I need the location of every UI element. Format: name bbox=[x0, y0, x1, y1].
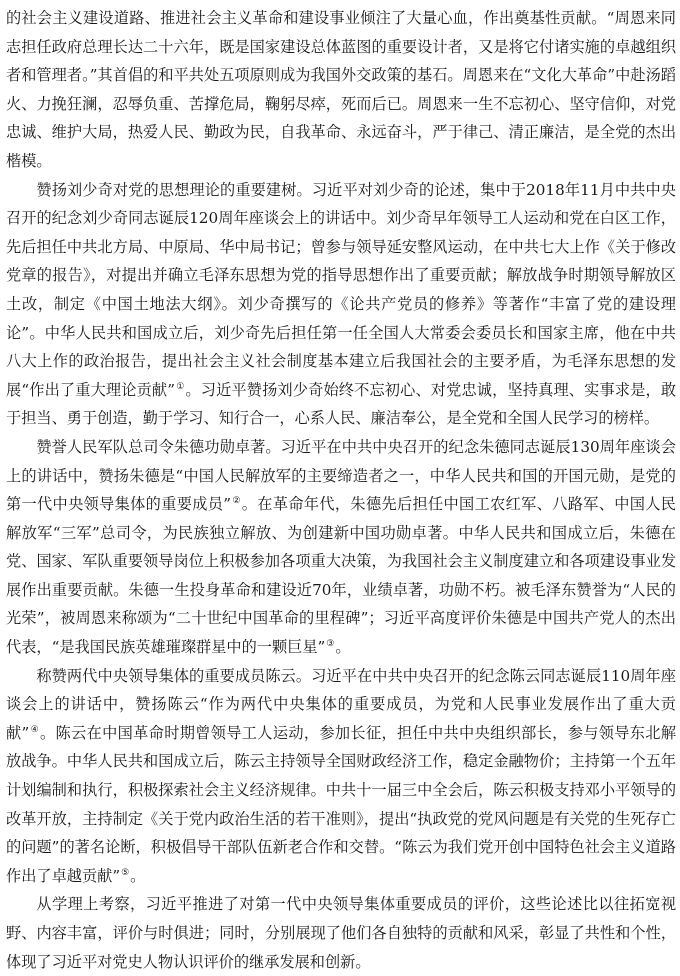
paragraph-zhu-de bbox=[6, 433, 676, 662]
text-run: 赞扬刘少奇对党的思想理论的重要建树。习近平对刘少奇的论述，集中于2018年11月中共中央召开的纪念刘少奇同志诞辰120周年座谈会上的讲话中。刘少奇早年领导工人运动和党在白区工作，先后担任中共北方局、中原局、华中局书记；曾参与领导延安整风运动，在中共七大上作《关于修改党章的报告》，对提出并确立毛泽东思想为党的指导思想作出了重要贡献；解放战争时期领导解放区土改，制定《中国土地法大纲》。刘少奇撰写的《论共产党员的修养》等著作“丰富了党的建设理论”。中华人民共和国成立后，刘少奇先后担任第一任全国人大常委会委员长和国家主席，他在中共八大上作的政治报告，提出社会主义社会制度基本建立后我国社会的主要矛盾，为毛泽东思想的发展“作出了重大理论贡献” bbox=[6, 180, 676, 399]
text-run: 。在革命年代，朱德先后担任中国工农红军、八路军、中国人民解放军“三军”总司令，为民族独立解放、为创建新中国功勋卓著。中华人民共和国成立后，朱德在党、国家、军队重要领导岗位上积极参加各项重大决策，为我国社会主义制度建立和各项建设事业发展作出重要贡献。朱德一生投身革命和建设近70年，业绩卓著，功勋不朽。被毛泽东赞誉为“人民的光荣”，被周恩来称颂为“二十世纪中国革命的里程碑”；习近平高度评价朱德是中国共产党人的杰出代表，“是我国民族英雄璀璨群星中的一颗巨星” bbox=[6, 495, 676, 657]
footnote-marker: ② bbox=[232, 496, 241, 507]
footnote-marker: ① bbox=[176, 381, 185, 392]
text-run: 。陈云在中国革命时期曾领导工人运动，参加长征，担任中共中央组织部长，参与领导东北解放战争。中华人民共和国成立后，陈云主持领导全国财政经济工作，稳定金融物价；主持第一个五年计划编制和执行，积极探索社会主义经济规律。中共十一届三中全会后，陈云积极支持邓小平领导的改革开放，主持制定《关于党内政治生活的若干准则》，提出“执政党的党风问题是有关党的生死存亡的问题”的著名论断，积极倡导干部队伍新老合作和交替。“陈云为我们党开创中国特色社会主义道路作出了卓越贡献” bbox=[6, 723, 677, 885]
text-run: 称赞两代中央领导集体的重要成员陈云。习近平在中共中央召开的纪念陈云同志诞辰110周年座谈会上的讲话中，赞扬陈云“作为两代中央集体的重要成员，为党和人民事业发展作出了重大贡献” bbox=[6, 666, 676, 742]
footnote-marker: ⑤ bbox=[121, 867, 130, 878]
text-run: 赞誉人民军队总司令朱德功勋卓著。习近平在中共中央召开的纪念朱德同志诞辰130周年座谈会上的讲话中，赞扬朱德是“中国人民解放军的主要缔造者之一，中华人民共和国的开国元勋，是党的第一代中央领导集体的重要成员” bbox=[6, 437, 676, 514]
text-run: 的社会主义建设道路、推进社会主义革命和建设事业倾注了大量心血，作出奠基性贡献。“周恩来同志担任政府总理长达二十六年，既是国家建设总体蓝图的重要设计者，又是将它付诸实施的卓越组织者和管理者。”其首倡的和平共处五项原则成为我国外交政策的基石。周恩来在“文化大革命”中赴汤蹈火、力挽狂澜，忍辱负重、苦撑危局，鞠躬尽瘁，死而后已。周恩来一生不忘初心、坚守信仰，对党忠诚、维护大局，热爱人民、勤政为民，自我革命、永远奋斗，严于律己、清正廉洁，是全党的杰出楷模。 bbox=[6, 9, 676, 170]
footnote-marker: ④ bbox=[30, 724, 40, 735]
text-run: 。 bbox=[335, 638, 351, 657]
paragraph-liu-shaoqi bbox=[6, 176, 676, 433]
text-run: 。 bbox=[130, 866, 146, 885]
paragraph-zhou-enlai-continued bbox=[6, 4, 676, 176]
footnote-marker: ③ bbox=[326, 639, 335, 650]
article-body bbox=[6, 4, 676, 976]
paragraph-chen-yun bbox=[6, 662, 676, 891]
text-run: 从学理上考察，习近平推进了对第一代中央领导集体重要成员的评价，这些论述比以往拓宽视野、内容丰富，评价与时俱进；同时，分别展现了他们各自独特的贡献和风采，彰显了共性和个性，体现了习近平对党史人物认识评价的继承发展和创新。 bbox=[6, 895, 676, 971]
text-run: 。习近平赞扬刘少奇始终不忘初心、对党忠诚，坚持真理、实事求是，敢于担当、勇于创造，勤于学习、知行合一，心系人民、廉洁奉公，是全党和全国人民学习的榜样。 bbox=[6, 380, 677, 428]
paragraph-conclusion bbox=[6, 890, 676, 976]
